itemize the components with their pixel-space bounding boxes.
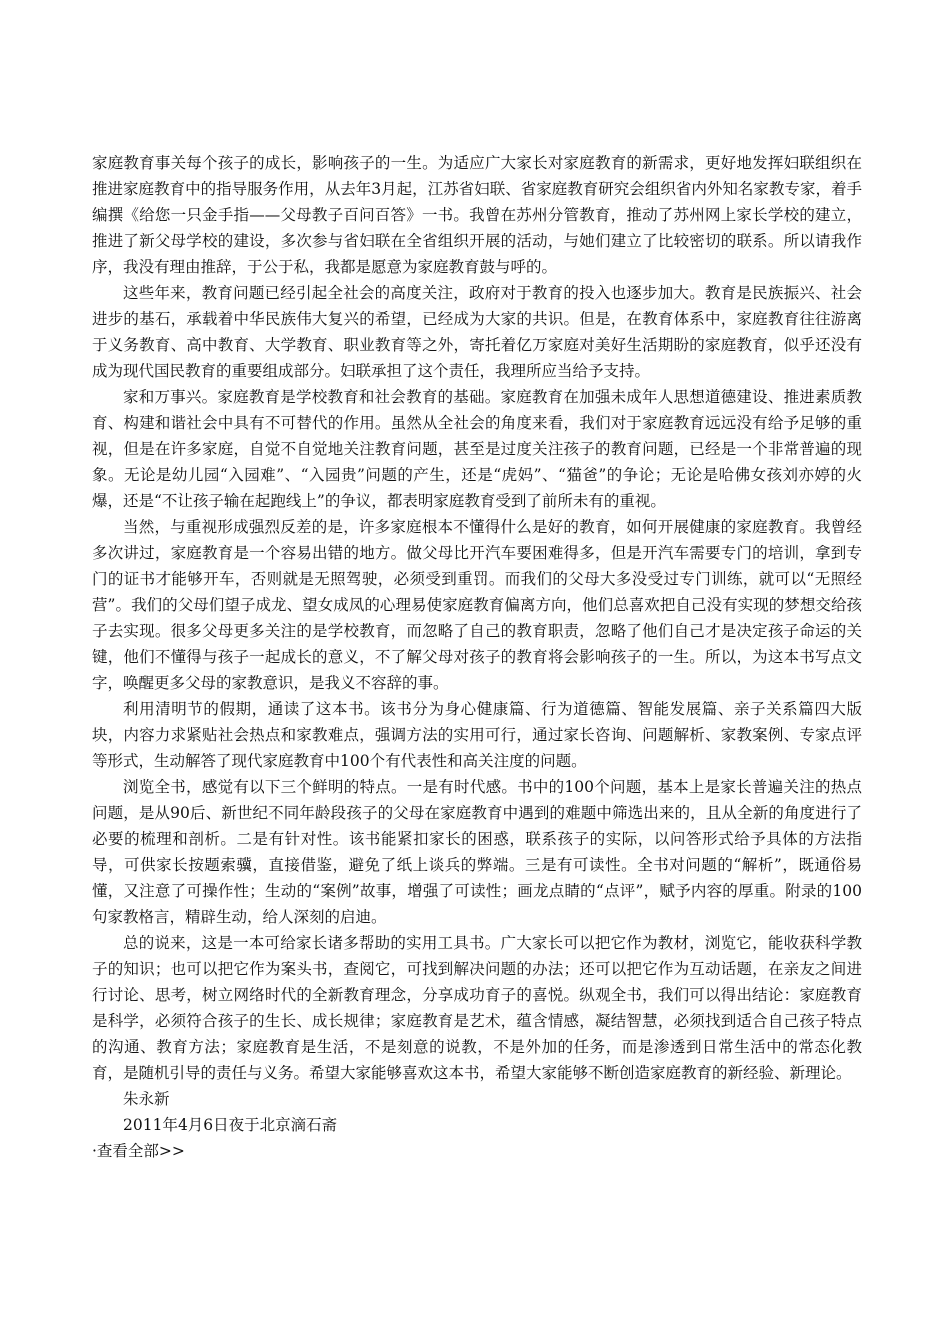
preface-document: [92, 150, 862, 1164]
view-all-link[interactable]: ·查看全部>>: [92, 1142, 185, 1160]
paragraph-6: 浏览全书，感觉有以下三个鲜明的特点。一是有时代感。书中的100个问题，基本上是家长普遍关注的热点问题，是从90后、新世纪不同年龄段孩子的父母在家庭教育中遇到的难题中筛选出来的，且从全新的角度进行了必要的梳理和剖析。二是有针对性。该书能紧扣家长的困惑，联系孩子的实际，以问答形式给予具体的方法指导，可供家长按题索骥，直接借鉴，避免了纸上谈兵的弊端。三是有可读性。全书对问题的“解析”，既通俗易懂，又注意了可操作性；生动的“案例”故事，增强了可读性；画龙点睛的“点评”，赋予内容的厚重。附录的100句家教格言，精辟生动，给人深刻的启迪。: [92, 778, 862, 926]
signature-date-place: 2011年4月6日夜于北京滴石斋: [123, 1116, 338, 1134]
paragraph-7: 总的说来，这是一本可给家长诸多帮助的实用工具书。广大家长可以把它作为教材，浏览它，能收获科学教子的知识；也可以把它作为案头书，查阅它，可找到解决问题的办法；还可以把它作为互动话题，在亲友之间进行讨论、思考，树立网络时代的全新教育理念，分享成功育子的喜悦。纵观全书，我们可以得出结论：家庭教育是科学，必须符合孩子的生长、成长规律；家庭教育是艺术，蕴含情感，凝结智慧，必须找到适合自己孩子特点的沟通、教育方法；家庭教育是生活，不是刻意的说教，不是外加的任务，而是渗透到日常生活中的常态化教育，是随机引导的责任与义务。希望大家能够喜欢这本书，希望大家能够不断创造家庭教育的新经验、新理论。: [92, 934, 862, 1082]
signature-author: 朱永新: [123, 1090, 170, 1108]
paragraph-2: 这些年来，教育问题已经引起全社会的高度关注，政府对于教育的投入也逐步加大。教育是民族振兴、社会进步的基石，承载着中华民族伟大复兴的希望，已经成为大家的共识。但是，在教育体系中，家庭教育往往游离于义务教育、高中教育、大学教育、职业教育等之外，寄托着亿万家庭对美好生活期盼的家庭教育，似乎还没有成为现代国民教育的重要组成部分。妇联承担了这个责任，我理所应当给予支持。: [92, 284, 862, 380]
paragraph-4: 当然，与重视形成强烈反差的是，许多家庭根本不懂得什么是好的教育，如何开展健康的家庭教育。我曾经多次讲过，家庭教育是一个容易出错的地方。做父母比开汽车要困难得多，但是开汽车需要专门的培训，拿到专门的证书才能够开车，否则就是无照驾驶，必须受到重罚。而我们的父母大多没受过专门训练，就可以“无照经营”。我们的父母们望子成龙、望女成凤的心理易使家庭教育偏离方向，他们总喜欢把自己没有实现的梦想交给孩子去实现。很多父母更多关注的是学校教育，而忽略了自己的教育职责，忽略了他们自己才是决定孩子命运的关键，他们不懂得与孩子一起成长的意义，不了解父母对孩子的教育将会影响孩子的一生。所以，为这本书写点文字，唤醒更多父母的家教意识，是我义不容辞的事。: [92, 518, 862, 692]
paragraph-5: 利用清明节的假期，通读了这本书。该书分为身心健康篇、行为道德篇、智能发展篇、亲子关系篇四大版块，内容力求紧贴社会热点和家教难点，强调方法的实用可行，通过家长咨询、问题解析、家教案例、专家点评等形式，生动解答了现代家庭教育中100个有代表性和高关注度的问题。: [92, 700, 862, 770]
paragraph-1: 家庭教育事关每个孩子的成长，影响孩子的一生。为适应广大家长对家庭教育的新需求，更好地发挥妇联组织在推进家庭教育中的指导服务作用，从去年3月起，江苏省妇联、省家庭教育研究会组织省内外知名家教专家，着手编撰《给您一只金手指——父母教子百问百答》一书。我曾在苏州分管教育，推动了苏州网上家长学校的建立，推进了新父母学校的建设，多次参与省妇联在全省组织开展的活动，与她们建立了比较密切的联系。所以请我作序，我没有理由推辞，于公于私，我都是愿意为家庭教育鼓与呼的。: [92, 154, 862, 276]
paragraph-3: 家和万事兴。家庭教育是学校教育和社会教育的基础。家庭教育在加强未成年人思想道德建设、推进素质教育、构建和谐社会中具有不可替代的作用。虽然从全社会的角度来看，我们对于家庭教育远远没有给予足够的重视，但是在许多家庭，自觉不自觉地关注教育问题，甚至是过度关注孩子的教育问题，已经是一个非常普遍的现象。无论是幼儿园“入园难”、“入园贵”问题的产生，还是“虎妈”、“猫爸”的争论；无论是哈佛女孩刘亦婷的火爆，还是“不让孩子输在起跑线上”的争议，都表明家庭教育受到了前所未有的重视。: [92, 388, 862, 510]
